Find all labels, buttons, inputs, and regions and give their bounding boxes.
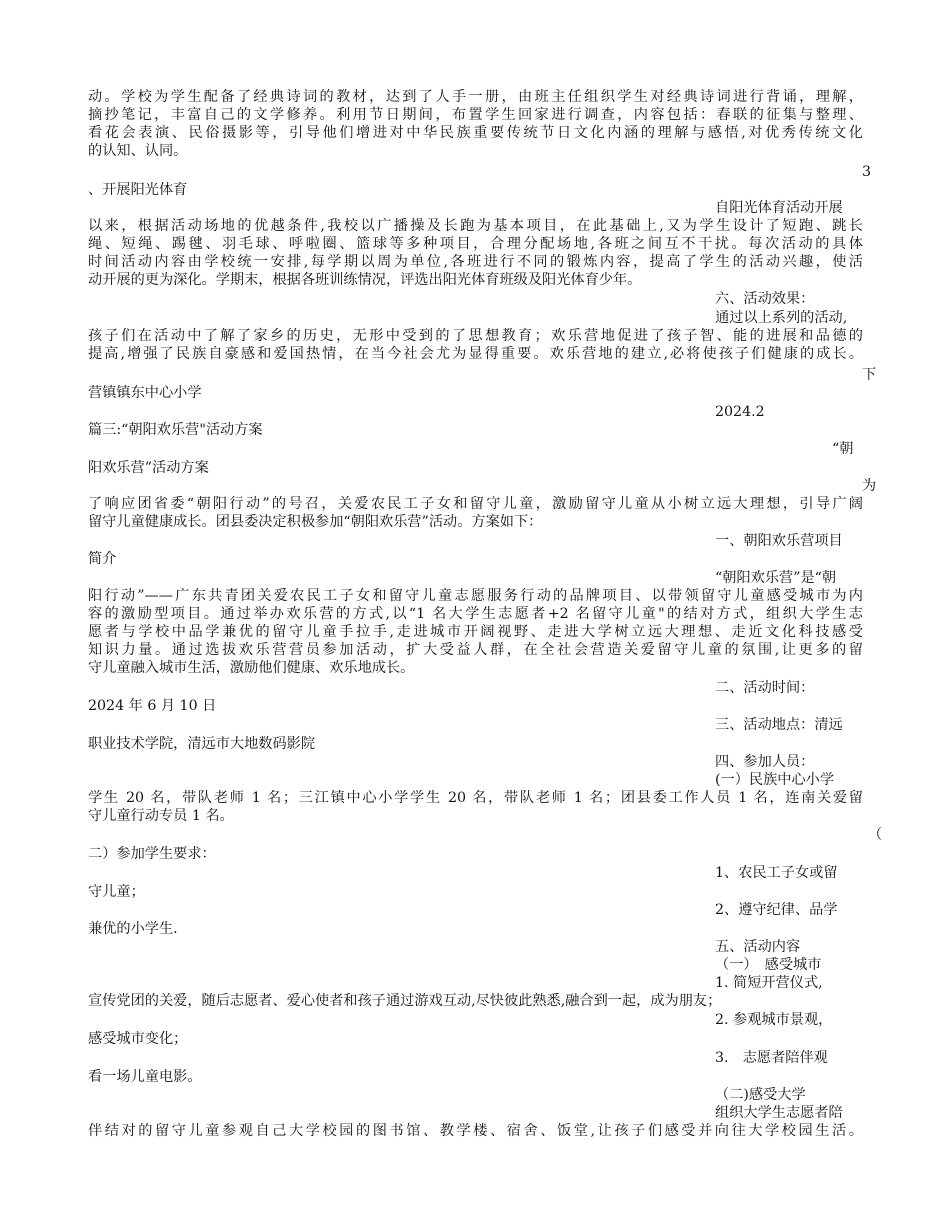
- paragraph-line: 愿者与学校中品学兼优的留守儿童手拉手,走进城市开阔视野、走进大学树立远大理想、走近文化科技感受: [88, 624, 863, 640]
- paragraph-line: 留守儿童健康成长。团县委决定积极参加“朝阳欢乐营”活动。方案如下：: [88, 514, 543, 530]
- paragraph-line: 了响应团省委“朝阳行动”的号召，关爱农民工子女和留守儿童，激励留守儿童从小树立远大理想，引导广阔: [88, 496, 863, 512]
- section-heading: （二)感受大学: [715, 1087, 806, 1103]
- paragraph-line: 下: [862, 367, 877, 383]
- paragraph-line: 知识力量。通过选拔欢乐营营员参加活动，扩大受益人群，在全社会营造关爱留守儿童的氛围,让更多的留: [88, 642, 863, 658]
- section-heading: 简介: [88, 551, 117, 567]
- document-date: 2024.2: [715, 404, 765, 420]
- section-heading: 五、活动内容: [715, 939, 801, 955]
- paragraph-line: 通过以上系列的活动,: [715, 310, 848, 326]
- paragraph-line: 时间活动内容由学校统一安排,每学期以周为单位,各班进行不同的锻炼内容，提高了学生的活动兴趣，使活: [88, 254, 863, 270]
- section-heading: 六、活动效果：: [715, 291, 815, 307]
- section-heading: （一） 感受城市: [715, 957, 822, 973]
- section-heading: 四、参加人员：: [715, 754, 815, 770]
- list-item: 1、农民工子女或留: [715, 865, 838, 881]
- school-name: 营镇镇东中心小学: [88, 385, 202, 401]
- list-item: 2、遵守纪律、品学: [715, 902, 838, 918]
- list-item: 1. 简短开营仪式,: [715, 975, 823, 991]
- section-heading: 一、朝阳欢乐营项目: [715, 533, 843, 549]
- paragraph-line: 阳行动”——广东共青团关爱农民工子女和留守儿童志愿服务行动的品牌项目、以带领留守儿童感受城市为内: [88, 588, 863, 604]
- paragraph-line: 自阳光体育活动开展: [715, 200, 843, 216]
- paragraph-line: 为: [862, 478, 877, 494]
- section-heading: 二）参加学生要求：: [88, 846, 216, 862]
- section-heading: 三、活动地点：清远: [715, 717, 843, 733]
- section-heading: 二、活动时间：: [715, 680, 815, 696]
- paragraph-line: 动。学校为学生配备了经典诗词的教材，达到了人手一册，由班主任组织学生对经典诗词进行背诵，理解，: [88, 89, 863, 105]
- paragraph-line: 孩子们在活动中了解了家乡的历史，无形中受到的了思想教育；欢乐营地促进了孩子智、能的进展和品德的: [88, 328, 863, 344]
- paragraph-line: 伴结对的留守儿童参观自己大学校园的图书馆、教学楼、宿舍、饭堂,让孩子们感受并向往大学校园生活。: [88, 1123, 863, 1139]
- event-date: 2024 年 6 月 10 日: [88, 698, 217, 714]
- section-heading: 、开展阳光体育: [88, 182, 188, 198]
- paragraph-line: 绳、短绳、踢毽、羽毛球、呼啦圈、篮球等多种项目，合理分配场地,各班之间互不干扰。每次活动的具体: [88, 236, 863, 252]
- paragraph-line: 提高,增强了民族自豪感和爱国热情，在当今社会尤为显得重要。欢乐营地的建立,必将使孩子们健康的成长。: [88, 346, 863, 362]
- list-item: 兼优的小学生.: [88, 921, 178, 937]
- paragraph-line: 职业技术学院，清远市大地数码影院: [88, 736, 316, 752]
- paragraph-line: (一）民族中心小学: [715, 772, 835, 788]
- paragraph-line: 组织大学生志愿者陪: [715, 1105, 843, 1121]
- list-item: 3. 志愿者陪伴观: [715, 1050, 828, 1066]
- paragraph-line: “朝: [832, 441, 854, 457]
- list-item: 感受城市变化；: [88, 1031, 188, 1047]
- chapter-subtitle: 阳欢乐营”活动方案: [88, 460, 209, 476]
- paragraph-line: 看花会表演、民俗摄影等，引导他们增进对中华民族重要传统节日文化内涵的理解与感悟,对优秀传统文化: [88, 125, 863, 141]
- chapter-title: 篇三:“朝阳欢乐营"活动方案: [88, 422, 263, 438]
- paragraph-line: 守儿童融入城市生活，激励他们健康、欢乐地成长。: [88, 660, 415, 676]
- paragraph-line: 守儿童行动专员 1 名。: [88, 808, 234, 824]
- section-number: 3: [862, 164, 872, 180]
- paragraph-line: 以来，根据活动场地的优越条件,我校以广播操及长跑为基本项目，在此基础上,又为学生设计了短跑、跳长: [88, 218, 863, 234]
- list-item: 2. 参观城市景观，: [715, 1012, 833, 1028]
- paragraph-line: “朝阳欢乐营”是“朝: [715, 570, 837, 586]
- paragraph-line: 动开展的更为深化。学期末，根据各班训练情况，评选出阳光体育班级及阳光体育少年。: [88, 272, 642, 288]
- list-item: 宣传党团的关爱，随后志愿者、爱心使者和孩子通过游戏互动,尽快彼此熟悉,融合到一起，成为朋友；: [88, 993, 722, 1009]
- list-item: 守儿童；: [88, 884, 145, 900]
- paragraph-line: （: [868, 827, 883, 843]
- paragraph-line: 容的激励型项目。通过举办欢乐营的方式,以“1 名大学生志愿者+2 名留守儿童"的结对方式，组织大学生志: [88, 606, 863, 622]
- list-item: 看一场儿童电影。: [88, 1069, 202, 1085]
- paragraph-line: 摘抄笔记，丰富自己的文学修养。利用节日期间，布置学生回家进行调查，内容包括：春联的征集与整理、: [88, 107, 863, 123]
- paragraph-line: 学生 20 名，带队老师 1 名；三江镇中心小学学生 20 名，带队老师 1 名；团县委工作人员 1 名，连南关爱留: [88, 790, 863, 806]
- paragraph-line: 的认知、认同。: [88, 143, 188, 159]
